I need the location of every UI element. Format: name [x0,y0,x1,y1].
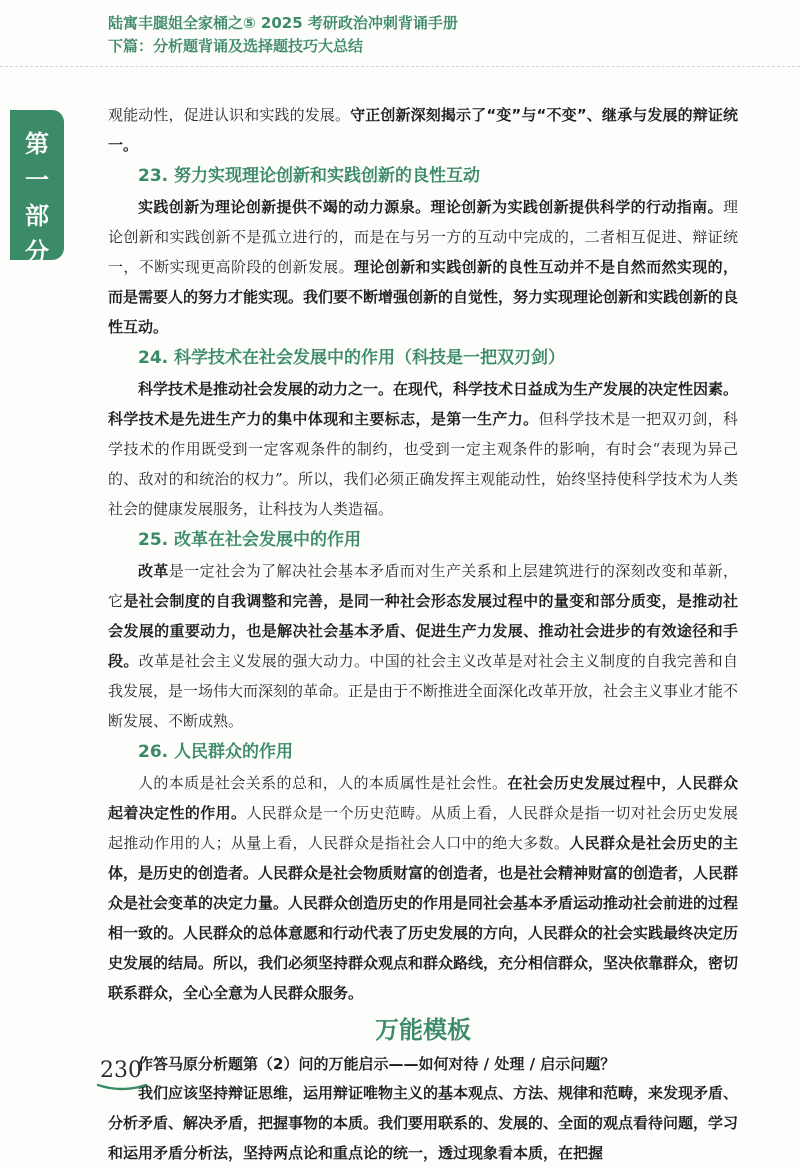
section-24-bold-1: 科学技术是推动社会发展的动力之一。在现代，科学技术日益成为生产发展的决定性因素。科学技术是先进生产力的集中体现和主要标志，是第一生产力。 [108,380,739,428]
section-24-text-1: 但科学技术是一把双刃剑，科学技术的作用既受到一定客观条件的制约，也受到一定主观条件的影响，有时会“表现为异己的、敌对的和统治的权力”。所以，我们必须正确发挥主观能动性，始终坚持使科学技术为人类社会的健康发展服务，让科技为人类造福。 [108,410,738,518]
page-number: 230 [100,1058,142,1083]
header-divider [0,66,800,67]
page-number-swoosh-icon [96,1082,148,1092]
section-23-title: 23. 努力实现理论创新和实践创新的良性互动 [138,166,481,186]
section-25-bold-1: 改革 [138,562,169,580]
section-26-text-2: 人民群众是一个历史范畴。从质上看，人民群众是指一切对社会历史发展起推动作用的人；从量上看，人民群众是指社会人口中的绝大多数。 [108,804,738,852]
template-body: 我们应该坚持辩证思维，运用辩证唯物主义的基本观点、方法、规律和范畴，来发现矛盾、分析矛盾、解决矛盾，把握事物的本质。我们要用联系的、发展的、全面的观点看待问题，学习和运用矛盾分析法，坚持两点论和重点论的统一，透过现象看本质，在把握 [108,1084,739,1162]
section-26-bold-1: 在社会历史发展过程中，人民群众起着决定性的作用。 [108,774,738,822]
section-26-bold-2: 人民群众是社会历史的主体，是历史的创造者。人民群众是社会物质财富的创造者，也是社会精神财富的创造者，人民群众是社会变革的决定力量。人民群众创造历史的作用是同社会基本矛盾运动推动社会前进的过程相一致的。人民群众的总体意愿和行动代表了历史发展的方向，人民群众的社会实践最终决定历史发展的结局。所以，我们必须坚持群众观点和群众路线，充分相信群众，坚决依靠群众，密切联系群众，全心全意为人民群众服务。 [108,834,739,1002]
header-section-title: 下篇：分析题背诵及选择题技巧大总结 [108,37,364,55]
side-tab-char: 分 [25,238,49,266]
section-26-title: 26. 人民群众的作用 [138,742,294,762]
section-26-paragraph [108,768,738,1008]
side-tab-char: 部 [25,202,49,230]
section-23-bold-1: 实践创新为理论创新提供不竭的动力源泉。理论创新为实践创新提供科学的行动指南。 [138,198,723,216]
page-body [108,100,738,1168]
section-25-title: 25. 改革在社会发展中的作用 [138,530,362,550]
part-side-tab [10,110,64,266]
section-23-bold-2: 理论创新和实践创新的良性互动并不是自然而然实现的，而是需要人的努力才能实现。我们要不断增强创新的自觉性，努力实现理论创新和实践创新的良性互动。 [108,258,739,336]
intro-bold-text: 守正创新深刻揭示了“变”与“不变”、继承与发展的辩证统一。 [108,106,738,154]
template-question: 作答马原分析题第（2）问的万能启示——如何对待 / 处理 / 启示问题？ [138,1055,616,1073]
section-24-title: 24. 科学技术在社会发展中的作用（科技是一把双刃剑） [138,348,566,368]
section-25-paragraph [108,556,738,736]
section-23-text-1: 理论创新和实践创新不是孤立进行的，而是在与另一方的互动中完成的，二者相互促进、辩证统一，不断实现更高阶段的创新发展。 [108,198,738,276]
side-tab-char: 第 [25,130,49,158]
template-heading: 万能模板 [375,1015,471,1044]
section-24-paragraph [108,374,738,524]
running-header [108,12,748,58]
header-book-title: 陆寓丰腿姐全家桶之⑤ 2025 考研政治冲刺背诵手册 [108,14,458,32]
section-25-bold-2: 是社会制度的自我调整和完善，是同一种社会形态发展过程中的量变和部分质变，是推动社会发展的重要动力，也是解决社会基本矛盾、促进生产力发展、推动社会进步的有效途径和手段。 [108,592,738,670]
intro-paragraph [108,100,738,160]
section-25-text-1: 是一定社会为了解决社会基本矛盾而对生产关系和上层建筑进行的深刻改变和革新，它 [108,562,738,610]
side-tab-char: 一 [25,166,49,194]
section-23-paragraph [108,192,738,342]
section-26-text-1: 人的本质是社会关系的总和，人的本质属性是社会性。 [138,774,508,792]
section-25-text-2: 改革是社会主义发展的强大动力。中国的社会主义改革是对社会主义制度的自我完善和自我发展，是一场伟大而深刻的革命。正是由于不断推进全面深化改革开放，社会主义事业才能不断发展、不断成熟。 [108,652,739,730]
intro-text: 观能动性，促进认识和实践的发展。 [108,106,351,124]
